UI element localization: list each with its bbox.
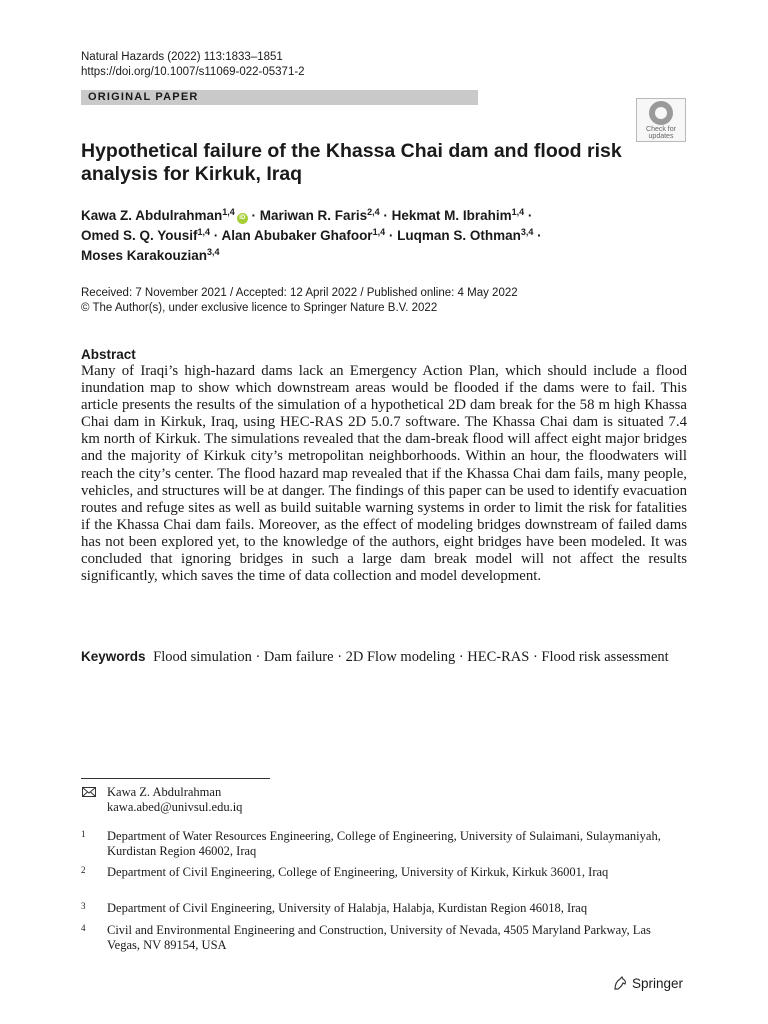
orcid-icon[interactable]: iD [237,213,248,224]
springer-horse-icon [612,975,628,991]
author-name[interactable]: Mariwan R. Faris [259,208,368,223]
article-type-banner: ORIGINAL PAPER [81,90,478,105]
keywords [81,648,687,667]
affiliation-text: Department of Water Resources Engineering, College of Engineering, University of Sulaimani, Sulaymaniyah, Kurdistan Region 46002, Iraq [107,829,661,858]
article-history [81,286,518,316]
affiliation-item [81,829,681,859]
publisher-logo[interactable] [612,975,683,993]
check-updates-label: Check for updates [646,126,676,140]
footnote-divider [81,778,270,779]
abstract-body: Many of Iraqi’s high-hazard dams lack an Emergency Action Plan, which should include a flood inundation map to show which downstream areas would be flooded if the dams were to fail. This article presents the results of the simulation of a hypothetical 2D dam break for the 58 m high Khassa Chai dam in Kirkuk, Iraq, using HEC-RAS 2D 5.0.7 software. The Khassa Chai dam is situated 7.4 km north of Kirkuk. The simulations revealed that the dam-break flood will affect eight major bridges and the majority of Kirkuk city’s metropolitan neighborhoods. Within an hour, the floodwaters will reach the city’s center. The flood hazard map revealed that if the Khassa Chai dam fails, many people, vehicles, and structures will be at danger. The findings of this paper can be used to identify evacuation routes and refuge sites as well as build suitable warning systems in order to limit the risk for fatalities if the Khassa Chai dam fails. Moreover, as the effect of modeling bridges downstream of failed dams has not been explored yet, to the knowledge of the authors, eight bridges have been modeled. It was concluded that ignoring bridges in such a large dam break model will not affect the results significantly, which saves the time of data collection and model development. [81,363,687,585]
corresponding-author [107,785,242,815]
check-for-updates-badge[interactable] [636,98,686,142]
journal-citation: Natural Hazards (2022) 113:1833–1851 [81,51,283,63]
affiliation-item [81,865,681,880]
publisher-name: Springer [632,976,684,991]
publication-dates: Received: 7 November 2021 / Accepted: 12 April 2022 / Published online: 4 May 2022 [81,287,518,299]
affiliation-text: Department of Civil Engineering, College of Engineering, University of Kirkuk, Kirkuk 36001, Iraq [107,865,609,879]
envelope-icon [82,787,96,797]
paper-title: Hypothetical failure of the Khassa Chai dam and flood risk analysis for Kirkuk, Iraq [81,140,622,185]
author-name[interactable]: Luqman S. Othman [397,228,521,243]
affiliation-number: 4 [81,923,86,933]
author-name[interactable]: Kawa Z. Abdulrahman [81,208,223,223]
author-name[interactable]: Alan Abubaker Ghafoor [221,228,373,243]
author-name[interactable]: Hekmat M. Ibrahim [391,208,512,223]
author-affiliation: 3,4 [207,247,220,257]
affiliation-text: Department of Civil Engineering, University of Halabja, Halabja, Kurdistan Region 46018, Iraq [107,901,588,915]
affiliation-number: 2 [81,865,86,875]
author-affiliation: 3,4 [520,227,534,237]
copyright-line: © The Author(s), under exclusive licence to Springer Nature B.V. 2022 [81,302,438,314]
author-name[interactable]: Moses Karakouzian [81,248,208,263]
affiliation-item [81,901,681,916]
author-name[interactable]: Omed S. Q. Yousif [81,228,198,243]
check-updates-icon [649,101,673,125]
affiliation-number: 1 [81,829,86,839]
doi-link[interactable]: https://doi.org/10.1007/s11069-022-05371-2 [81,66,305,78]
author-affiliation: 2,4 [367,207,380,217]
corresponding-author-email[interactable]: kawa.abed@univsul.edu.iq [107,800,243,814]
author-affiliation: 1,4 [511,207,525,217]
keywords-label: Keywords [81,649,146,664]
abstract-heading: Abstract [81,347,136,362]
author-list: Kawa Z. Abdulrahman$^{1,4}$iD · Mariwan R. Faris$^{2,4}$ · Hekmat M. Ibrahim$^{1,4}$ · Omed S. Q. Yousif$^{1,4}$ · Alan Abubaker Ghafoor$^{1,4}$ · Luqman S. Othman$^{3,4}$ · Moses Karakouzian$^{3,4}$ [81,207,542,263]
journal-header [81,50,305,80]
keywords-text: Flood simulation · Dam failure · 2D Flow modeling · HEC-RAS · Flood risk assessment [153,649,669,665]
author-affiliation: 1,4 [372,227,386,237]
affiliation-number: 3 [81,901,86,911]
corresponding-author-name: Kawa Z. Abdulrahman [107,785,222,799]
author-affiliation: 1,4 [197,227,211,237]
affiliation-item [81,923,681,953]
author-affiliation: 1,4 [222,207,235,217]
affiliation-text: Civil and Environmental Engineering and Construction, University of Nevada, 4505 Maryland Parkway, Las Vegas, NV 89154, USA [107,923,651,952]
